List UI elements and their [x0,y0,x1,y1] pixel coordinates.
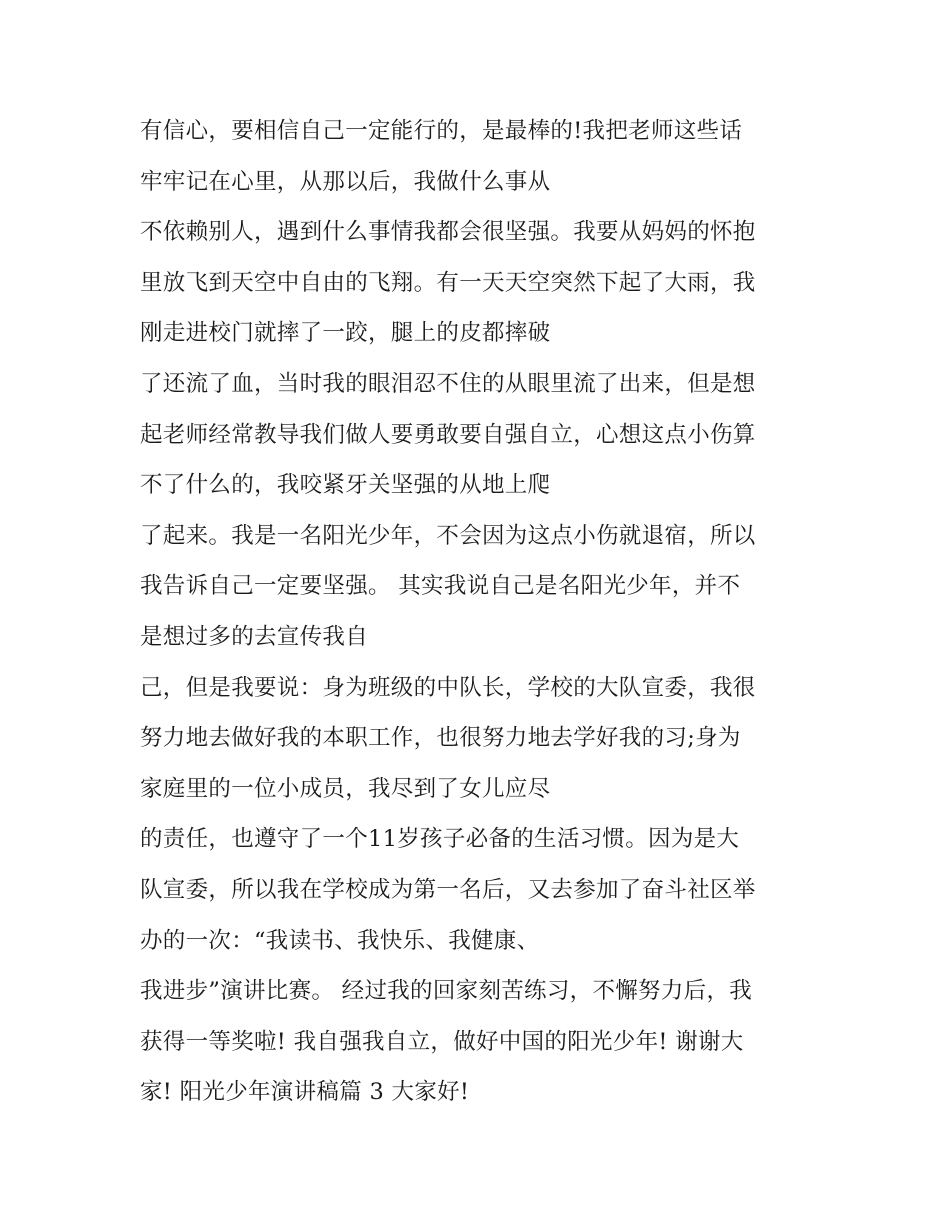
text-line: 牢牢记在心里，从那以后，我做什么事从 [140,168,551,195]
text-line: 获得一等奖啦! 我自强我自立，做好中国的阳光少年! 谢谢大 [140,1028,744,1055]
text-line: 不了什么的，我咬紧牙关坚强的从地上爬 [140,472,551,499]
text-line: 刚走进校门就摔了一跤，腿上的皮都摔破 [140,320,551,347]
text-line: 家庭里的一位小成员，我尽到了女儿应尽 [140,775,551,802]
text-line: 的责任，也遵守了一个11岁孩子必备的生活习惯。因为是大 [140,826,740,853]
text-line: 了起来。我是一名阳光少年，不会因为这点小伤就退宿，所以 [140,522,756,549]
text-line: 我进步”演讲比赛。 经过我的回家刻苦练习，不懈努力后，我 [140,978,753,1005]
text-line: 己，但是我要说：身为班级的中队长，学校的大队宣委，我很 [140,674,756,701]
text-line: 起老师经常教导我们做人要勇敢要自强自立，心想这点小伤算 [140,421,756,448]
text-line: 队宣委，所以我在学校成为第一名后，又去参加了奋斗社区举 [140,876,756,903]
text-line: 我告诉自己一定要坚强。 其实我说自己是名阳光少年，并不 [140,573,741,600]
text-line: 不依赖别人，遇到什么事情我都会很坚强。我要从妈妈的怀抱 [140,219,756,246]
text-line: 努力地去做好我的本职工作，也很努力地去学好我的习;身为 [140,725,741,752]
text-line: 办的一次：“我读书、我快乐、我健康、 [140,927,540,954]
document-body [140,106,830,1118]
text-line: 了还流了血，当时我的眼泪忍不住的从眼里流了出来，但是想 [140,370,756,397]
text-line: 有信心，要相信自己一定能行的，是最棒的!我把老师这些话 [140,118,743,144]
text-line: 里放飞到天空中自由的飞翔。有一天天空突然下起了大雨，我 [140,269,756,296]
text-line: 家! 阳光少年演讲稿篇 3 大家好! [140,1079,470,1106]
text-line: 是想过多的去宣传我自 [140,623,369,650]
